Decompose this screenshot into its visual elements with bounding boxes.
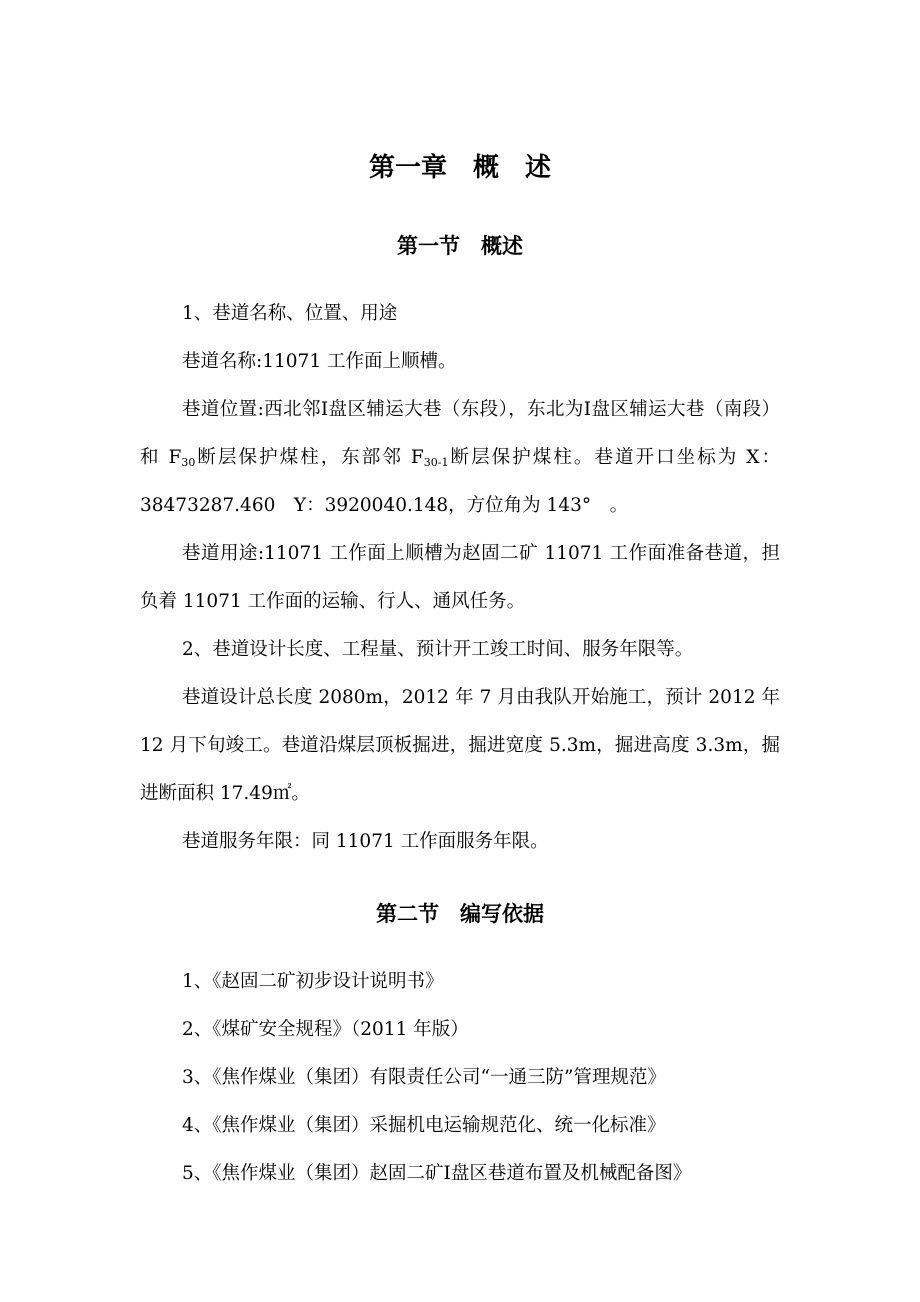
reference-item: 5、《焦作煤业（集团）赵固二矿Ⅰ盘区巷道布置及机械配备图》 xyxy=(182,1163,692,1184)
reference-item: 2、《煤矿安全规程》（2011 年版） xyxy=(182,1019,469,1040)
item-heading-name-position-usage: 1、巷道名称、位置、用途 xyxy=(182,303,398,324)
item-heading-length-schedule: 2、巷道设计长度、工程量、预计开工竣工时间、服务年限等。 xyxy=(182,639,694,660)
position-text-1: 巷道位置:西北邻Ⅰ盘区辅运大巷（东段），东北为Ⅰ盘区辅运大巷（南段）和 F xyxy=(140,399,780,468)
position-text-3: 断层保护煤柱。巷道开口坐标为 X：38473287.460 Y：3920040.148，方位角为 143° 。 xyxy=(140,447,781,516)
reference-item: 4、《焦作煤业（集团）采掘机电运输规范化、统一化标准》 xyxy=(182,1115,666,1136)
roadway-position-paragraph xyxy=(140,386,780,530)
reference-item: 3、《焦作煤业（集团）有限责任公司“一通三防”管理规范》 xyxy=(182,1067,666,1088)
roadway-usage-paragraph: 巷道用途:11071 工作面上顺槽为赵固二矿 11071 工作面准备巷道，担负着 11071 工作面的运输、行人、通风任务。 xyxy=(140,543,780,612)
chapter-title: 第一章 概 述 xyxy=(368,153,551,183)
roadway-length-paragraph: 巷道设计总长度 2080m，2012 年 7 月由我队开始施工，预计 2012 年 12 月下旬竣工。巷道沿煤层顶板掘进，掘进宽度 5.3m，掘进高度 3.3m，掘进断面积 17.49㎡。 xyxy=(140,687,780,804)
basis-list xyxy=(140,958,780,1198)
roadway-service-paragraph: 巷道服务年限：同 11071 工作面服务年限。 xyxy=(182,831,549,852)
position-text-2: 断层保护煤柱，东部邻 F xyxy=(195,447,424,468)
section-title-overview: 第一节 概述 xyxy=(397,234,523,258)
position-subscript-1: 30 xyxy=(181,456,196,469)
section-title-basis: 第二节 编写依据 xyxy=(376,902,544,926)
overview-body xyxy=(140,290,780,866)
reference-item: 1、《赵固二矿初步设计说明书》 xyxy=(182,971,444,992)
roadway-name-paragraph: 巷道名称:11071 工作面上顺槽。 xyxy=(182,351,457,372)
position-subscript-2: 30-1 xyxy=(423,456,449,469)
